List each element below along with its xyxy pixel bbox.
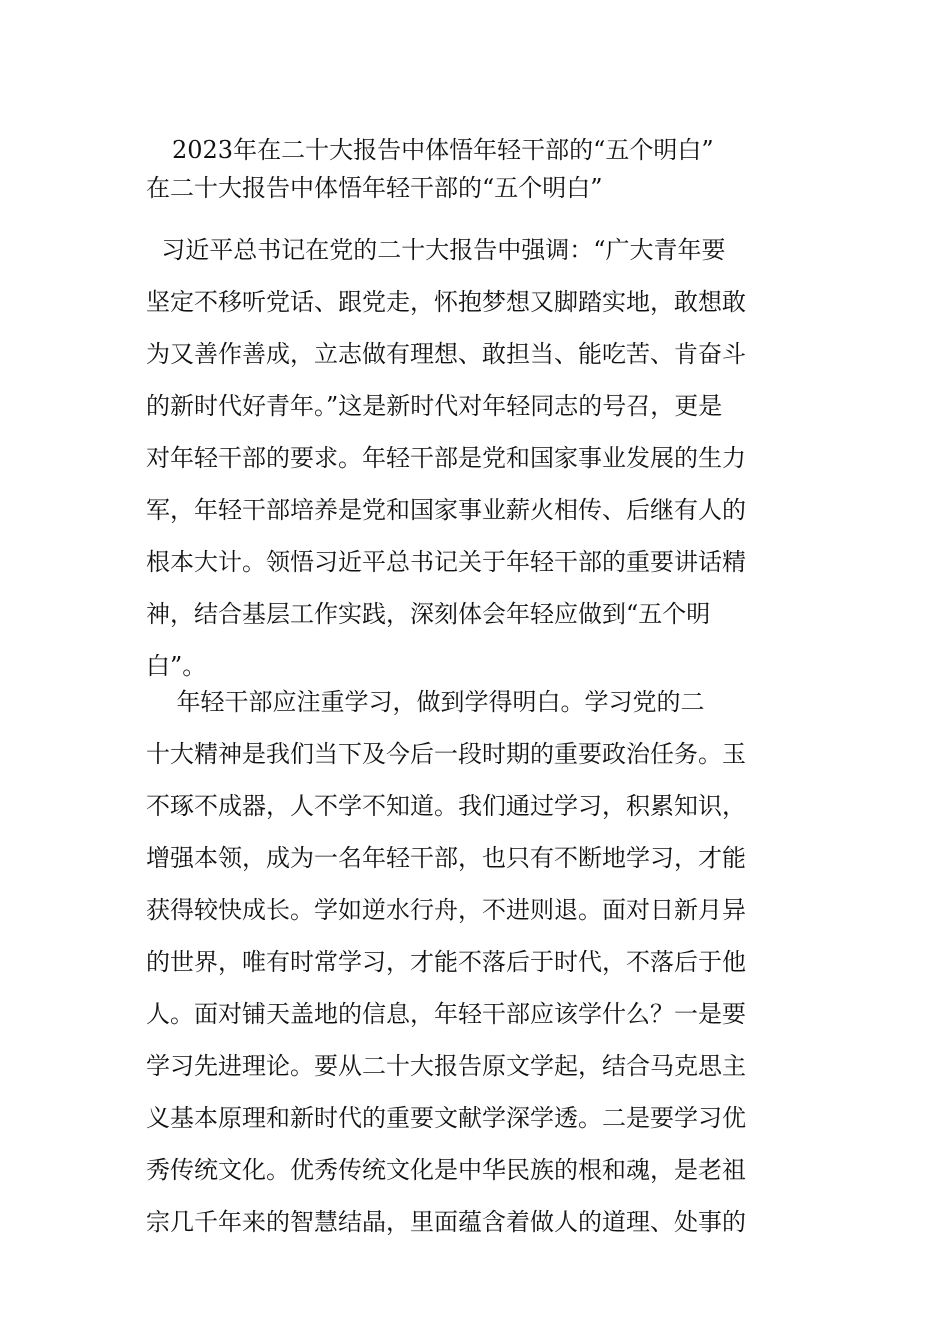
paragraph-learning: 年轻干部应注重学习，做到学得明白。学习党的二 十大精神是我们当下及今后一段时期的重要政治任务。玉 不琢不成器，人不学不知道。我们通过学习，积累知识， 增强本领，成为一名年轻干部，也只有不断地学习，才能 获得较快成长。学如逆水行舟，不进则退。面对日新月异 的世界，唯有时常学习，才能不落后于时代，不落后于他 人。面对铺天盖地的信息，年轻干部应该学什么？一是要 学习先进理论。要从二十大报告原文学起，结合马克思主 义基本原理和新时代的重要文献学深学透。二是要学习优 秀传统文化。优秀传统文化是中华民族的根和魂，是老祖 宗几千年来的智慧结晶，里面蕴含着做人的道理、处事的 [146, 688, 746, 1236]
paragraph-intro: 习近平总书记在党的二十大报告中强调：“广大青年要 坚定不移听党话、跟党走，怀抱梦想又脚踏实地，敢想敢 为又善作善成，立志做有理想、敢担当、能吃苦、肯奋斗 的新时代好青年。”这是新时代对年轻同志的号召，更是 对年轻干部的要求。年轻干部是党和国家事业发展的生力 军，年轻干部培养是党和国家事业薪火相传、后继有人的 根本大计。领悟习近平总书记关于年轻干部的重要讲话精 神，结合基层工作实践，深刻体会年轻应做到“五个明 白”。 [146, 236, 746, 680]
document-subtitle: 在二十大报告中体悟年轻干部的“五个明白” [146, 174, 603, 202]
document-title: 2023年在二十大报告中体悟年轻干部的“五个明白” [172, 136, 714, 164]
